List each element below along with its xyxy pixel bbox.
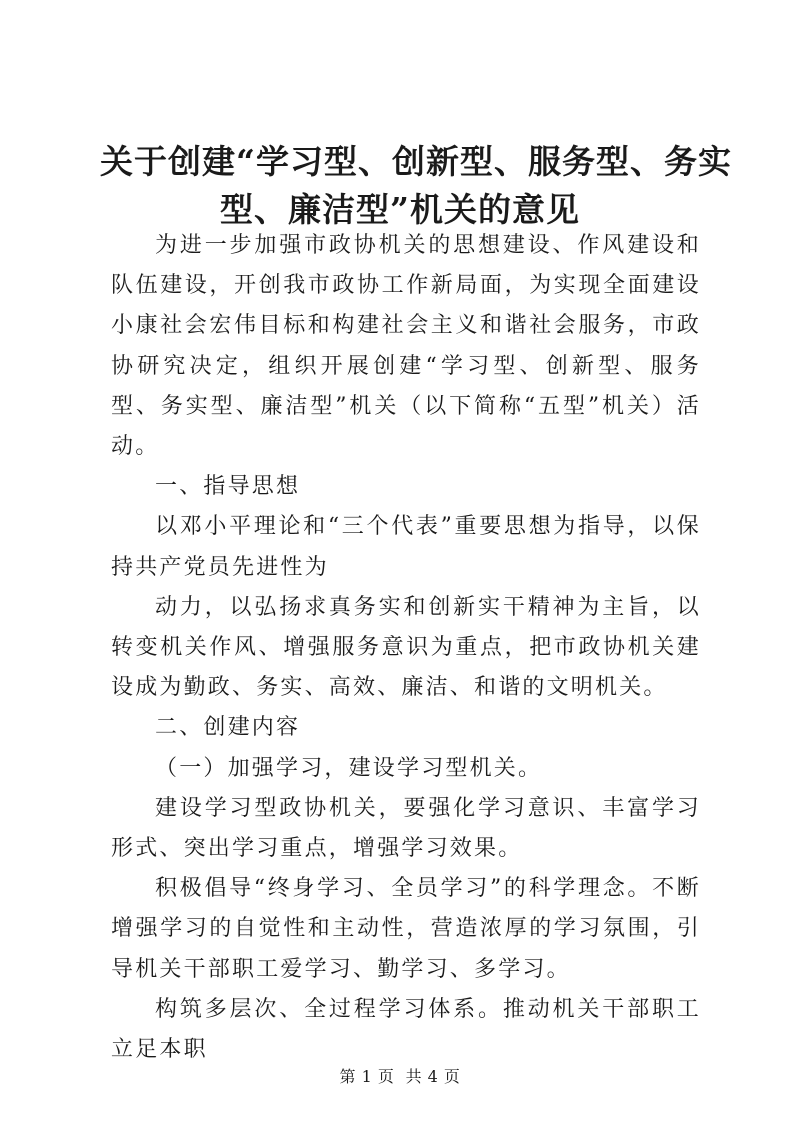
document-body bbox=[111, 226, 701, 1070]
paragraph-guidance: 以邓小平理论和“三个代表”重要思想为指导，以保持共产党员先进性为 bbox=[111, 514, 701, 580]
section-heading-guiding-ideology: 一、指导思想 bbox=[155, 474, 301, 500]
paragraph-motivation: 动力，以弘扬求真务实和创新实干精神为主旨，以转变机关作风、增强服务意识为重点，把市政协机关建设成为勤政、务实、高效、廉洁、和谐的文明机关。 bbox=[111, 594, 701, 701]
paragraph-learning-organ: 建设学习型政协机关，要强化学习意识、丰富学习形式、突出学习重点，增强学习效果。 bbox=[111, 795, 701, 862]
document-title bbox=[100, 138, 732, 234]
paragraph-lifelong-learning: 积极倡导“终身学习、全员学习”的科学理念。不断增强学习的自觉性和主动性，营造浓厚的学习氛围，引导机关干部职工爱学习、勤学习、多学习。 bbox=[111, 876, 701, 982]
section-heading-content: 二、创建内容 bbox=[155, 715, 301, 741]
page-number-footer: 第 1 页 共 4 页 bbox=[339, 1067, 461, 1086]
title-line-2: 型、廉洁型”机关的意见 bbox=[220, 190, 580, 229]
intro-paragraph: 为进一步加强市政协机关的思想建设、作风建设和队伍建设，开创我市政协工作新局面，为实现全面建设小康社会宏伟目标和构建社会主义和谐社会服务，市政协研究决定，组织开展创建“学习型、创新型、服务型、务实型、廉洁型”机关（以下简称“五型”机关）活动。 bbox=[111, 233, 701, 460]
title-line-1: 关于创建“学习型、创新型、服务型、务实 bbox=[100, 142, 732, 181]
paragraph-learning-system: 构筑多层次、全过程学习体系。推动机关干部职工立足本职 bbox=[111, 996, 701, 1063]
subsection-heading-learning: （一）加强学习，建设学习型机关。 bbox=[155, 755, 543, 781]
